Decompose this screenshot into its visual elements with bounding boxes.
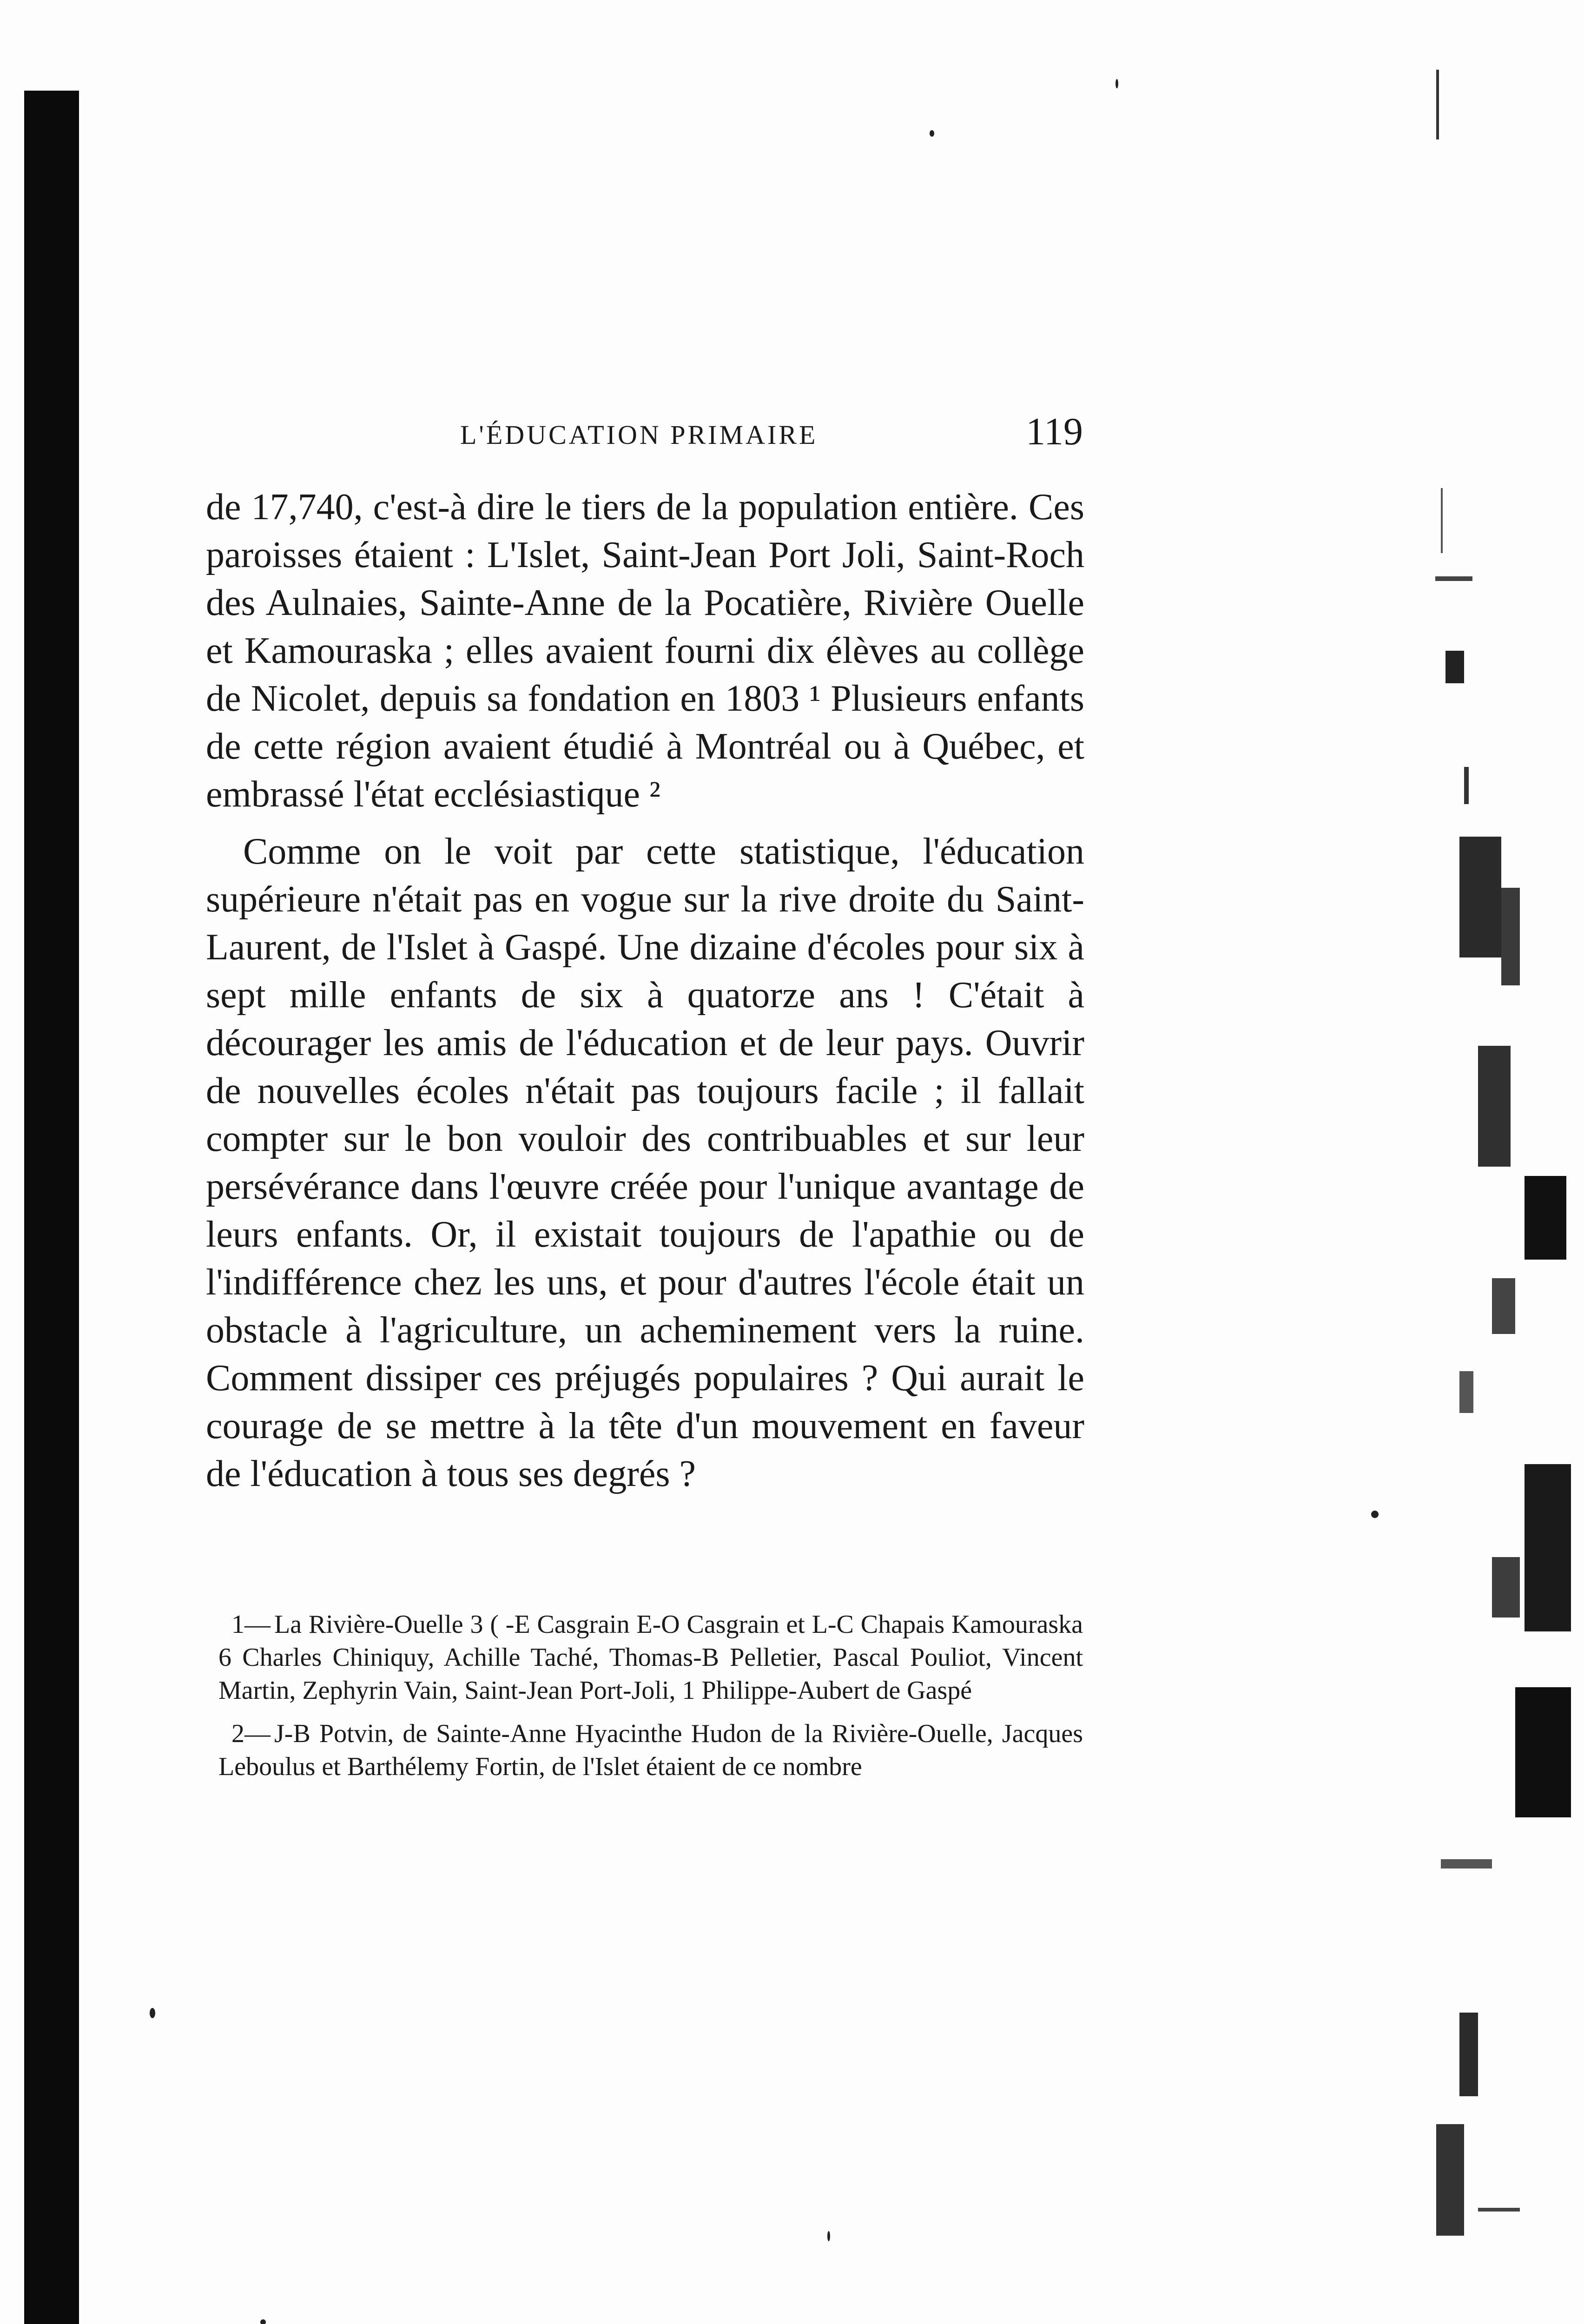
footnote-marker: 2— bbox=[231, 1719, 271, 1748]
scan-speck bbox=[260, 2319, 266, 2324]
binding-shadow bbox=[24, 91, 79, 2324]
scan-speck bbox=[1371, 1511, 1379, 1518]
body-text bbox=[206, 483, 1084, 1498]
running-head bbox=[209, 409, 1083, 460]
scan-speck bbox=[1115, 79, 1118, 88]
scan-speck bbox=[930, 130, 934, 137]
scan-speck bbox=[150, 2008, 155, 2018]
running-head-title: L'ÉDUCATION PRIMAIRE bbox=[460, 420, 818, 450]
paragraph: de 17,740, c'est-à dire le tiers de la population entière. Ces paroisses étaient : L'Islet, Saint-Jean Port Joli, Saint-Roch des Aulnaies, Sainte-Anne de la Pocatière, Rivière Ouelle et Kamouraska ; elles avaient fourni dix élèves au collège de Nicolet, depuis sa fondation en 1803 ¹ Plusieurs enfants de cette région avaient étudié à Montréal ou à Québec, et embrassé l'état ecclésiastique ² bbox=[206, 487, 1084, 815]
footnote bbox=[218, 1717, 1083, 1783]
scan-speck bbox=[827, 2231, 830, 2241]
footnote bbox=[218, 1608, 1083, 1707]
footnotes bbox=[218, 1608, 1083, 1794]
page-number: 119 bbox=[1026, 410, 1083, 453]
footnote-text: La Rivière-Ouelle 3 ( -E Casgrain E-O Casgrain et L-C Chapais Kamouraska 6 Charles Chiniquy, Achille Taché, Thomas-B Pelletier, Pascal Pouliot, Vincent Martin, Zephyrin Vain, Saint-Jean Port-Joli, 1 Philippe-Aubert de Gaspé bbox=[218, 1610, 1083, 1705]
footnote-text: J-B Potvin, de Sainte-Anne Hyacinthe Hudon de la Rivière-Ouelle, Jacques Leboulus et Barthélemy Fortin, de l'Islet étaient de ce nombre bbox=[218, 1719, 1083, 1781]
paragraph: Comme on le voit par cette statistique, l'éducation supérieure n'était pas en vogue sur la rive droite du Saint-Laurent, de l'Islet à Gaspé. Une dizaine d'écoles pour six à sept mille enfants de six à quatorze ans ! C'était à décourager les amis de l'éducation et de leur pays. Ouvrir de nouvelles écoles n'était pas toujours facile ; il fallait compter sur le bon vouloir des contribuables et sur leur persévérance dans l'œuvre créée pour l'unique avantage de leurs enfants. Or, il existait toujours de l'apathie ou de l'indifférence chez les uns, et pour d'autres l'école était un obstacle à l'agriculture, un acheminement vers la ruine. Comment dissiper ces préjugés populaires ? Qui aurait le courage de se mettre à la tête d'un mouvement en faveur de l'éducation à tous ses degrés ? bbox=[206, 831, 1084, 1494]
footnote-marker: 1— bbox=[231, 1610, 271, 1639]
scan-edge-noise bbox=[1432, 70, 1571, 2254]
